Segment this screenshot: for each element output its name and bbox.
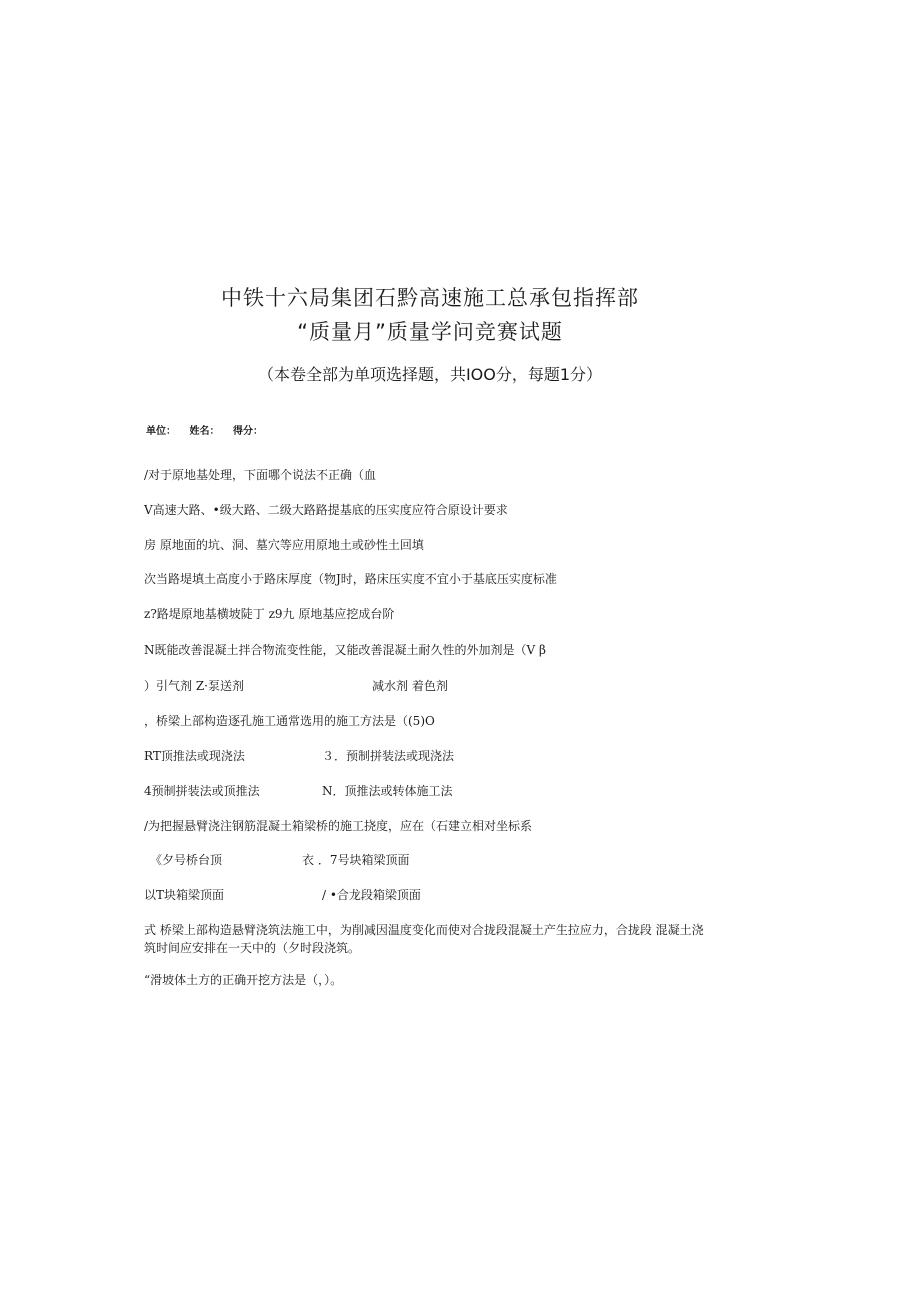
document-subtitle: （本卷全部为单项选择题，共IOO分，每题1分） (257, 365, 603, 384)
question-2-option-b: 减水剂 着色剂 (372, 679, 448, 693)
question-2-stem: N既能改善混凝土拌合物流变性能，又能改善混凝土耐久性的外加剂是（V β (144, 643, 546, 657)
examinee-info-row (146, 422, 273, 437)
question-1-option-c: 次当路堤填土高度小于路床厚度（物J时，路床压实度不宜小于基底压实度标准 (144, 572, 557, 586)
unit-label: 单位： (146, 426, 176, 437)
question-6-stem: “滑坡体土方的正确开挖方法是（，）。 (144, 973, 343, 987)
question-4-option-d: / •合龙段箱梁顶面 (322, 888, 421, 902)
question-1-option-a: V高速大路、•级大路、二级大路路提基底的压实度应符合原设计要求 (144, 503, 508, 517)
question-1-stem: /对于原地基处理，下面哪个说法不正确（血 (144, 468, 377, 482)
question-1-option-d: z?路堤原地基横坡陡丁 z9九 原地基应挖成台阶 (144, 607, 395, 621)
question-3-option-b: ３．预制拼装法或现浇法 (322, 749, 455, 763)
question-4-stem: /为把握悬臂浇注钢筋混凝土箱梁桥的施工挠度，应在（石建立相对坐标系 (144, 819, 533, 833)
question-1-option-b: 房 原地面的坑、洞、墓穴等应用原地土或砂性土回填 (144, 538, 424, 552)
question-3-option-a: RT顶推法或现浇法 (144, 749, 245, 763)
name-label: 姓名： (189, 426, 220, 437)
question-4-option-c: 以T块箱梁顶面 (144, 888, 225, 902)
document-title-line2: “质量月”质量学问竞赛试题 (297, 320, 563, 344)
question-4-option-b: 衣 ．7号块箱梁顶面 (302, 853, 410, 867)
question-2-option-a: ）引气剂 Z·泵送剂 (144, 679, 244, 693)
document-title-line1: 中铁十六局集团石黔高速施工总承包指挥部 (221, 286, 639, 310)
score-label: 得分： (232, 426, 263, 437)
question-4-option-a: 《夕号桥台顶 (150, 853, 223, 867)
question-5-stem: 式 桥梁上部构造悬臂浇筑法施工中，为削减因温度变化而使对合拢段混凝土产生拉应力，合拢段 混凝土浇筑时间应安排在一天中的（夕时段浇筑。 (144, 923, 704, 955)
question-3-option-c: 4预制拼装法或顶推法 (144, 784, 260, 798)
question-3-option-d: N．顶推法或转体施工法 (322, 784, 453, 798)
question-3-stem: ，桥梁上部构造逐孔施工通常选用的施工方法是（(5)O (144, 714, 435, 728)
